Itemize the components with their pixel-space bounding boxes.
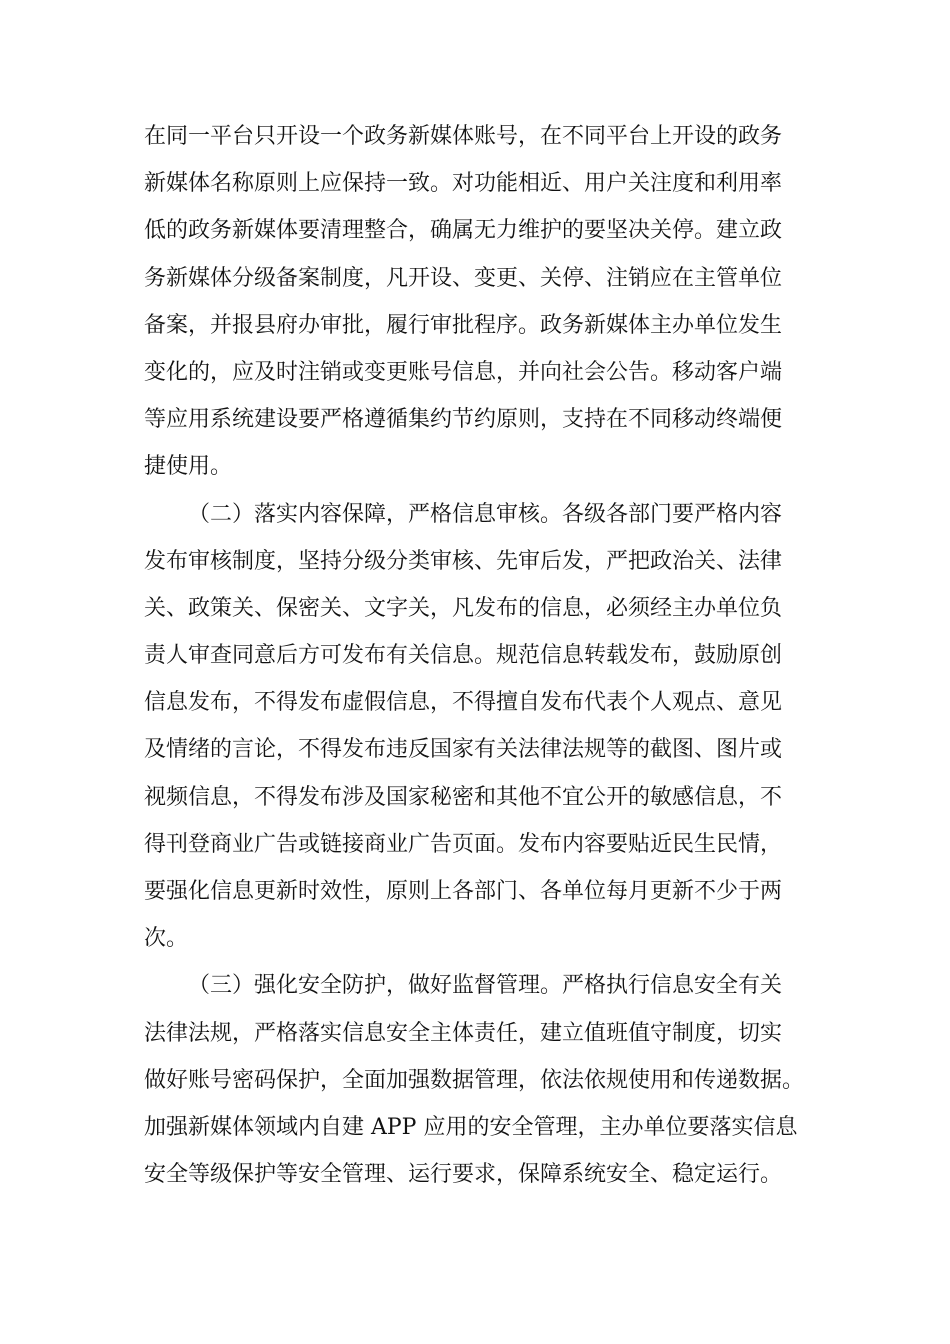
text-line: 在同一平台只开设一个政务新媒体账号，在不同平台上开设的政务 (144, 124, 783, 149)
document-body (144, 113, 824, 1198)
paragraph-2-content-review (144, 491, 824, 963)
text-line: 务新媒体分级备案制度，凡开设、变更、关停、注销应在主管单位 (144, 265, 783, 291)
text-line: 低的政务新媒体要清理整合，确属无力维护的要坚决关停。建立政 (144, 218, 783, 244)
text-line: 发布审核制度，坚持分级分类审核、先审后发，严把政治关、法律 (144, 548, 783, 574)
text-line: 等应用系统建设要严格遵循集约节约原则，支持在不同移动终端便 (144, 407, 783, 433)
section-heading-line: （二）落实内容保障，严格信息审核。各级各部门要严格内容 (188, 501, 783, 527)
text-line: 关、政策关、保密关、文字关，凡发布的信息，必须经主办单位负 (144, 595, 783, 621)
text-line: 信息发布，不得发布虚假信息，不得擅自发布代表个人观点、意见 (144, 690, 783, 716)
text-line: 加强新媒体领域内自建 APP 应用的安全管理，主办单位要落实信息 (144, 1114, 798, 1140)
text-line: 责人审查同意后方可发布有关信息。规范信息转载发布，鼓励原创 (144, 643, 783, 669)
paragraph-3-security (144, 962, 824, 1198)
text-line: 次。 (144, 926, 189, 952)
text-line: 及情绪的言论，不得发布违反国家有关法律法规等的截图、图片或 (144, 737, 783, 763)
text-line: 捷使用。 (144, 454, 233, 480)
text-line: 做好账号密码保护，全面加强数据管理，依法依规使用和传递数据。 (144, 1067, 805, 1093)
text-line: 得刊登商业广告或链接商业广告页面。发布内容要贴近民生民情， (144, 831, 783, 857)
text-line: 安全等级保护等安全管理、运行要求，保障系统安全、稳定运行。 (144, 1162, 783, 1188)
text-line: 法律法规，严格落实信息安全主体责任，建立值班值守制度，切实 (144, 1020, 783, 1046)
text-line: 变化的，应及时注销或变更账号信息，并向社会公告。移动客户端 (144, 359, 783, 385)
text-line: 备案，并报县府办审批，履行审批程序。政务新媒体主办单位发生 (144, 312, 783, 338)
section-heading-line: （三）强化安全防护，做好监督管理。严格执行信息安全有关 (188, 973, 783, 999)
text-line: 新媒体名称原则上应保持一致。对功能相近、用户关注度和利用率 (144, 171, 783, 197)
text-line: 要强化信息更新时效性，原则上各部门、各单位每月更新不少于两 (144, 879, 783, 904)
paragraph-1 (144, 113, 824, 491)
text-line: 视频信息，不得发布涉及国家秘密和其他不宜公开的敏感信息，不 (144, 784, 783, 810)
